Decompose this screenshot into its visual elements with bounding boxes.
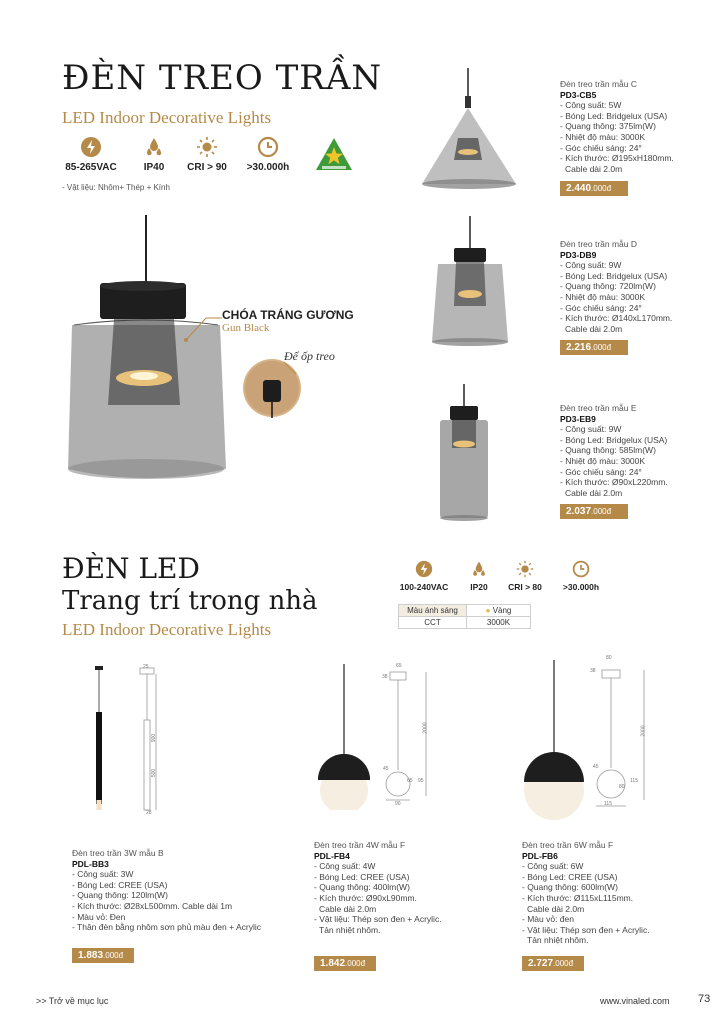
- product-e-info: [560, 403, 720, 498]
- spec-line: - Kích thước: Ø115xL115mm.: [522, 892, 634, 903]
- spec-line: - Nhiệt độ màu: 3000K: [560, 291, 646, 302]
- pendant-d-image: [428, 216, 512, 348]
- cct-value-cct: 3000K: [467, 617, 531, 629]
- base-label: Đế ốp treo: [284, 349, 335, 363]
- product-code: PDL-BB3: [72, 858, 109, 869]
- price-value: 2.037: [566, 506, 592, 517]
- spec-line: - Quang thông: 400lm(W): [314, 882, 410, 893]
- spec-line: - Công suất: 9W: [560, 424, 622, 435]
- price-tag-fb4: [314, 956, 376, 971]
- section1-title: ĐÈN TREO TRẦN: [62, 58, 383, 98]
- dim-f6-base: 80: [606, 655, 612, 661]
- product-code: PD3-DB9: [560, 249, 597, 260]
- spec-lifetime-label: >30.000h: [246, 162, 290, 173]
- price-value: 1.883: [78, 950, 104, 961]
- clock-icon: [257, 136, 279, 158]
- product-name: Đèn treo trần mẫu C: [560, 79, 638, 89]
- dim-b-total: 900: [151, 733, 158, 743]
- product-name: Đèn treo trần 4W mẫu F: [314, 840, 406, 850]
- product-c-info: [560, 79, 720, 174]
- price-unit: .000đ: [591, 507, 612, 516]
- spec-ip-2: [462, 560, 496, 592]
- spec-voltage: [62, 136, 120, 173]
- spec-line: - Bóng Led: Bridgelux (USA): [560, 110, 668, 121]
- product-name: Đèn treo trần mẫu E: [560, 403, 637, 413]
- lightning-icon: [80, 136, 102, 158]
- pendant-c-image: [420, 68, 520, 190]
- cct-table: [398, 604, 531, 629]
- product-d-info: [560, 239, 720, 334]
- spec-voltage-2: [396, 560, 452, 592]
- spec-line: - Quang thông: 600lm(W): [522, 882, 618, 893]
- dim-f4-ball: 65: [407, 778, 413, 784]
- base-label-pointer: [282, 360, 302, 380]
- spec-line: - Công suất: 6W: [522, 861, 584, 872]
- dim-f6-dia: 115: [604, 801, 612, 807]
- dim-f6-base-h: 38: [590, 668, 596, 674]
- spec-voltage-label: 85-265VAC: [65, 162, 117, 173]
- product-code: PD3-EB9: [560, 413, 596, 424]
- price-tag-c: [560, 181, 628, 196]
- cct-label-color: Màu ánh sáng: [399, 605, 467, 617]
- spec-ip-label: IP20: [470, 582, 488, 592]
- dim-f4-base-h: 38: [382, 674, 388, 680]
- cct-value-color: [467, 605, 531, 617]
- spec-cri-2: [504, 560, 546, 592]
- spec-cri-label: CRI > 80: [508, 582, 542, 592]
- price-unit: .000đ: [591, 184, 612, 193]
- cct-value-color-text: Vàng: [492, 606, 512, 615]
- section2-title-2: Trang trí trong nhà: [62, 586, 318, 616]
- water-drops-icon: [143, 136, 165, 158]
- dim-f6-ball: 80: [619, 784, 625, 790]
- product-fb4-info: [314, 840, 504, 935]
- price-value: 2.440: [566, 183, 592, 194]
- spec-line: - Màu vỏ: Đen: [72, 911, 126, 922]
- spec-line: - Công suất: 5W: [560, 100, 622, 111]
- spec-voltage-label: 100-240VAC: [399, 582, 449, 592]
- callout-subtitle: Gun Black: [222, 322, 270, 334]
- spec-line: - Công suất: 9W: [560, 260, 622, 271]
- spec-line: - Quang thông: 720lm(W): [560, 281, 656, 292]
- price-tag-fb6: [522, 956, 584, 971]
- price-unit: .000đ: [345, 959, 366, 968]
- product-code: PDL-FB4: [314, 850, 350, 861]
- dim-b-top: 25: [143, 664, 149, 670]
- dim-b-dia: 28: [146, 810, 152, 816]
- water-drops-icon: [470, 560, 488, 578]
- sun-icon: [196, 136, 218, 158]
- section1-subtitle: LED Indoor Decorative Lights: [62, 108, 272, 127]
- spec-line: - Kích thước: Ø140xL170mm.: [560, 313, 673, 324]
- spec-lifetime-2: [554, 560, 608, 592]
- cct-label-cct: CCT: [399, 617, 467, 629]
- spec-cri: [183, 136, 231, 173]
- material-note: - Vật liệu: Nhôm+ Thép + Kính: [62, 183, 170, 192]
- back-to-toc-link[interactable]: >> Trở về mục lục: [36, 996, 109, 1006]
- spec-line: - Nhiệt độ màu: 3000K: [560, 455, 646, 466]
- spec-line: - Góc chiếu sáng: 24°: [560, 466, 642, 477]
- price-tag-bb3: [72, 948, 134, 963]
- pendant-f6-image: [520, 660, 670, 820]
- spec-line: - Góc chiếu sáng: 24°: [560, 142, 642, 153]
- spec-line: Tản nhiệt nhôm.: [319, 924, 381, 935]
- lightning-icon: [415, 560, 433, 578]
- product-fb6-info: [522, 840, 712, 946]
- pendant-f4-image: [312, 660, 442, 810]
- dim-f4-cable: 2000: [422, 722, 429, 734]
- spec-line: Cable dài 2.0m: [527, 903, 585, 914]
- product-code: PD3-CB5: [560, 89, 597, 100]
- spec-cri-label: CRI > 90: [187, 162, 227, 173]
- section2-subtitle: LED Indoor Decorative Lights: [62, 620, 272, 639]
- price-tag-d: [560, 340, 628, 355]
- dim-f4-dia: 90: [395, 801, 401, 807]
- quality-badge-icon: [314, 136, 354, 174]
- sun-icon: [516, 560, 534, 578]
- callout-title: CHÓA TRÁNG GƯƠNG: [222, 308, 354, 322]
- spec-line: - Thân đèn bằng nhôm sơn phủ màu đen + Acrylic: [72, 922, 261, 933]
- page-number: 73: [698, 993, 711, 1005]
- spec-lifetime-label: >30.000h: [562, 582, 600, 592]
- product-bb3-info: [72, 848, 302, 933]
- dim-f4-height: 95: [418, 778, 424, 784]
- spec-line: - Bóng Led: Bridgelux (USA): [560, 434, 668, 445]
- spec-line: - Quang thông: 120lm(W): [72, 890, 168, 901]
- spec-lifetime: [238, 136, 298, 173]
- spec-line: - Quang thông: 375lm(W): [560, 121, 656, 132]
- spec-line: - Kích thước: Ø90xL220mm.: [560, 477, 668, 488]
- spec-line: - Kích thước: Ø90xL90mm.: [314, 892, 417, 903]
- dim-f6-cable: 2000: [640, 725, 647, 737]
- spec-line: Cable dài 2.0m: [565, 487, 623, 498]
- product-name: Đèn treo trần mẫu D: [560, 239, 638, 249]
- clock-icon: [572, 560, 590, 578]
- callout-pointer: [184, 314, 224, 344]
- product-name: Đèn treo trần 3W mẫu B: [72, 848, 164, 858]
- dim-f6-cap: 45: [593, 764, 599, 770]
- spec-line: Cable dài 2.0m: [319, 903, 377, 914]
- dim-f4-cap: 45: [383, 766, 389, 772]
- bulb-dot-icon: ●: [485, 606, 491, 615]
- spec-line: - Vật liệu: Thép sơn đen + Acrylic.: [314, 914, 442, 925]
- spec-line: - Bóng Led: CREE (USA): [72, 879, 168, 890]
- section2-title: ĐÈN LED: [62, 552, 200, 585]
- product-code: PDL-FB6: [522, 850, 558, 861]
- spec-line: Tản nhiệt nhôm.: [527, 935, 589, 946]
- dim-f4-base: 65: [396, 663, 402, 669]
- spec-line: Cable dài 2.0m: [565, 323, 623, 334]
- pendant-e-image: [436, 384, 492, 522]
- dim-b-body: 500: [151, 768, 158, 778]
- spec-line: - Vật liệu: Thép sơn đen + Acrylic.: [522, 924, 650, 935]
- spec-line: - Quang thông: 585lm(W): [560, 445, 656, 456]
- spec-ip: [134, 136, 174, 173]
- spec-line: - Bóng Led: CREE (USA): [522, 871, 618, 882]
- spec-line: Cable dài 2.0m: [565, 163, 623, 174]
- spec-line: - Bóng Led: Bridgelux (USA): [560, 270, 668, 281]
- spec-line: - Màu vỏ: đen: [522, 914, 574, 925]
- price-unit: .000đ: [591, 343, 612, 352]
- price-value: 2.216: [566, 342, 592, 353]
- product-name: Đèn treo trần 6W mẫu F: [522, 840, 614, 850]
- price-value: 2.727: [528, 958, 554, 969]
- spec-line: - Kích thước: Ø28xL500mm. Cable dài 1m: [72, 900, 233, 911]
- price-tag-e: [560, 504, 628, 519]
- dim-f6-height: 115: [630, 778, 638, 784]
- spec-line: - Nhiệt độ màu: 3000K: [560, 131, 646, 142]
- large-pendant-lamp-image: [62, 215, 232, 487]
- spec-line: - Góc chiếu sáng: 24°: [560, 302, 642, 313]
- price-unit: .000đ: [553, 959, 574, 968]
- price-value: 1.842: [320, 958, 346, 969]
- spec-ip-label: IP40: [143, 162, 165, 173]
- price-unit: .000đ: [103, 951, 124, 960]
- spec-line: - Công suất: 3W: [72, 869, 134, 880]
- spec-line: - Công suất: 4W: [314, 861, 376, 872]
- website-link[interactable]: www.vinaled.com: [600, 996, 670, 1006]
- spec-line: - Kích thước: Ø195xH180mm.: [560, 153, 674, 164]
- spec-line: - Bóng Led: CREE (USA): [314, 871, 410, 882]
